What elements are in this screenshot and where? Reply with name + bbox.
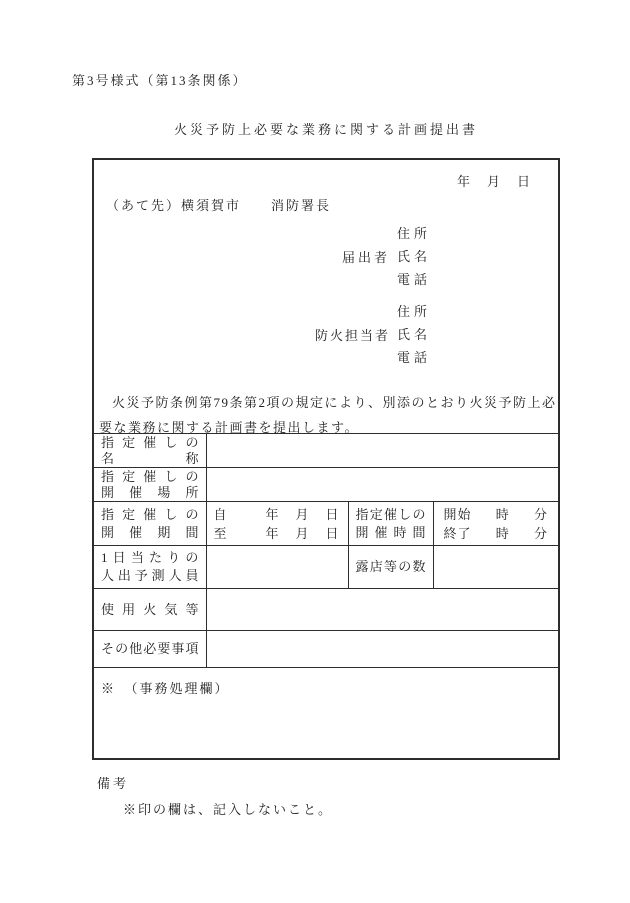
event-period-label-line1: 指 定 催 し の [101, 506, 199, 522]
submitter-phone-label: 電話 [397, 272, 432, 287]
time-start-label: 開始 [443, 506, 472, 522]
period-from-units: 年 月 日 [265, 506, 341, 522]
event-venue-label-line1: 指 定 催 し の [101, 468, 199, 484]
fire-manager-phone-label: 電話 [397, 350, 432, 365]
time-start-min: 分 [534, 506, 549, 522]
form-number: 第3号様式（第13条関係） [72, 73, 248, 88]
time-end-min: 分 [534, 525, 549, 541]
date-line: 年 月 日 [456, 174, 532, 189]
addressee-line: （あて先）横須賀市 消防署長 [106, 198, 332, 213]
period-from-row [214, 505, 341, 524]
fire-manager-fields [397, 300, 431, 369]
attendance-label-cell [94, 546, 206, 589]
event-time-label-line2: 開 催 時 間 [355, 524, 426, 540]
fire-manager-block [94, 300, 558, 369]
time-end-hour: 時 [495, 525, 510, 541]
table-row [94, 668, 558, 759]
submitter-fields [397, 222, 431, 291]
statement-line2: 要な業務に関する計画書を提出します。 [99, 420, 359, 435]
fire-use-label: 使 用 火 気 等 [101, 601, 199, 617]
other-field[interactable] [206, 631, 558, 668]
event-venue-label-cell [94, 468, 206, 502]
table-row [94, 468, 558, 502]
submitter-label: 届出者 [341, 250, 390, 265]
event-name-label-line1: 指 定 催 し の [101, 434, 199, 450]
fire-manager-name-label: 氏名 [397, 327, 432, 342]
stalls-label: 露 店 等 の 数 [355, 559, 426, 574]
attendance-label-line1: 1 日 当 た り の [101, 550, 199, 565]
event-venue-label-line2: 開 催 場 所 [101, 484, 199, 500]
time-end-row [441, 524, 552, 543]
office-use-field[interactable]: ※ （事務処理欄） [94, 668, 558, 759]
attendance-label-line2: 人 出 予 測 人 員 [101, 568, 199, 583]
page-title: 火災予防上必要な業務に関する計画提出書 [173, 122, 478, 137]
event-time-field[interactable] [433, 502, 558, 546]
fire-manager-label: 防火担当者 [314, 328, 390, 343]
time-start-hour: 時 [495, 506, 510, 522]
other-label-cell [94, 631, 206, 668]
remarks-label: 備考 [97, 776, 130, 791]
table-row [94, 589, 558, 631]
table-row [94, 546, 558, 589]
time-start-row [441, 505, 552, 524]
period-to-prefix: 至 [213, 525, 229, 541]
event-name-label-line2: 名 称 [101, 450, 199, 466]
form-box [92, 158, 560, 760]
fire-manager-address-label: 住所 [397, 304, 432, 319]
period-to-row [214, 524, 341, 543]
event-name-field[interactable] [206, 434, 558, 468]
event-time-label-cell [348, 502, 433, 546]
remarks-note: ※印の欄は、記入しないこと。 [123, 802, 334, 817]
time-end-label: 終了 [443, 525, 472, 541]
event-time-label-line1: 指 定 催 し の [355, 506, 426, 522]
fire-use-field[interactable] [206, 589, 558, 631]
event-venue-field[interactable] [206, 468, 558, 502]
attendance-field[interactable] [206, 546, 348, 589]
event-period-label-cell [94, 502, 206, 546]
event-period-label-line2: 開 催 期 間 [101, 524, 199, 540]
table-row [94, 631, 558, 668]
stalls-label-cell [348, 546, 433, 589]
event-name-label-cell [94, 434, 206, 468]
period-from-prefix: 自 [213, 506, 229, 522]
stalls-field[interactable] [433, 546, 558, 589]
fire-use-label-cell [94, 589, 206, 631]
form-table [94, 433, 558, 759]
period-to-units: 年 月 日 [265, 525, 341, 541]
submitter-name-label: 氏名 [397, 249, 432, 264]
statement-line1: 火災予防条例第79条第2項の規定により、別添のとおり火災予防上必 [112, 395, 557, 410]
table-row [94, 434, 558, 468]
table-row [94, 502, 558, 546]
submitter-address-label: 住所 [397, 226, 432, 241]
other-label: そ の 他 必 要 事 項 [101, 641, 199, 656]
submitter-block [94, 222, 558, 291]
event-period-field[interactable] [206, 502, 348, 546]
